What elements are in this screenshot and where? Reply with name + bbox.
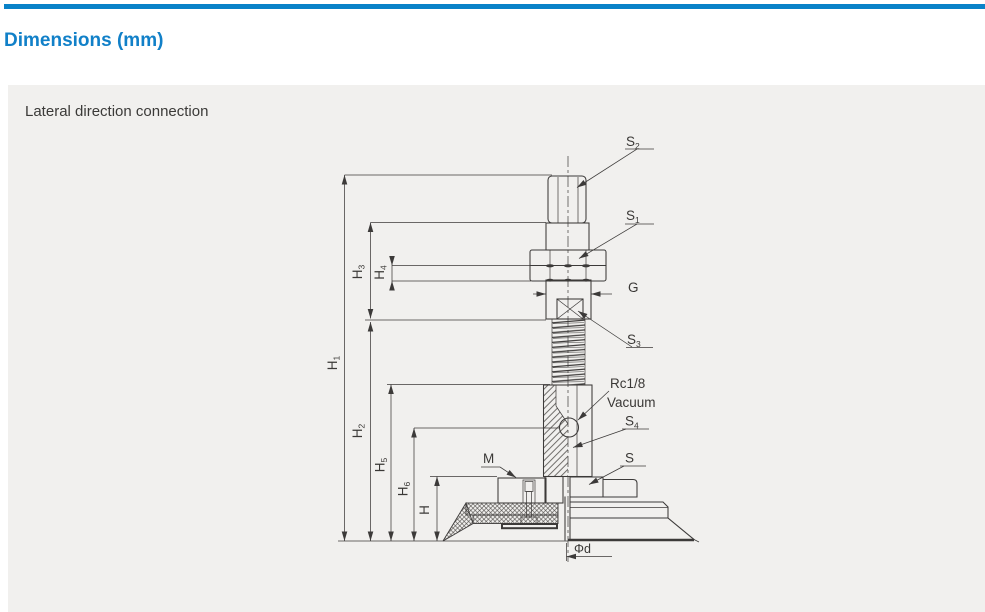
cap-section xyxy=(498,478,546,503)
cup-flange-plate xyxy=(570,502,668,518)
suction-cup-section-left xyxy=(443,503,558,541)
body-lower-stem-section xyxy=(545,477,563,504)
leader-m xyxy=(500,467,516,478)
suction-cup-exterior-right xyxy=(565,477,699,542)
page-title: Dimensions (mm) xyxy=(4,30,164,51)
leader-s4 xyxy=(573,429,626,448)
label-h4: H4 xyxy=(372,265,389,280)
label-h: H xyxy=(417,505,432,515)
leader-s3 xyxy=(578,311,632,347)
fitting-upper-shank xyxy=(546,223,589,250)
label-h6: H6 xyxy=(395,481,412,497)
label-phi-d: Φd xyxy=(574,542,591,556)
g-thread-block xyxy=(546,280,591,319)
label-g: G xyxy=(628,280,639,295)
label-h1: H1 xyxy=(325,355,342,371)
label-h2: H2 xyxy=(350,423,367,439)
label-rc18: Rc1/8 xyxy=(610,376,646,391)
threaded-stud xyxy=(552,319,585,385)
label-s2: $S_2$ xyxy=(626,134,640,151)
label-s1: $S_1$ xyxy=(626,208,640,225)
cup-bell-edge xyxy=(668,518,694,540)
leader-s2 xyxy=(577,149,637,188)
leader-s1 xyxy=(579,224,637,259)
label-s: S xyxy=(625,450,635,466)
cup-fitting-block xyxy=(570,477,637,497)
label-vacuum: Vacuum xyxy=(607,395,656,410)
label-h5: H5 xyxy=(372,457,389,473)
label-s3: $S_3$ xyxy=(627,332,641,349)
fitting-top-knurl xyxy=(548,176,586,223)
extension-lines xyxy=(345,175,560,477)
label-s4: $S_4$ xyxy=(625,413,639,431)
cup-bottom-plate xyxy=(502,524,557,528)
label-m: M xyxy=(483,451,495,466)
label-h3: H3 xyxy=(350,264,367,280)
leader-rc xyxy=(578,391,609,420)
leader-s xyxy=(589,466,624,485)
section-label: Lateral direction connection xyxy=(25,103,209,120)
